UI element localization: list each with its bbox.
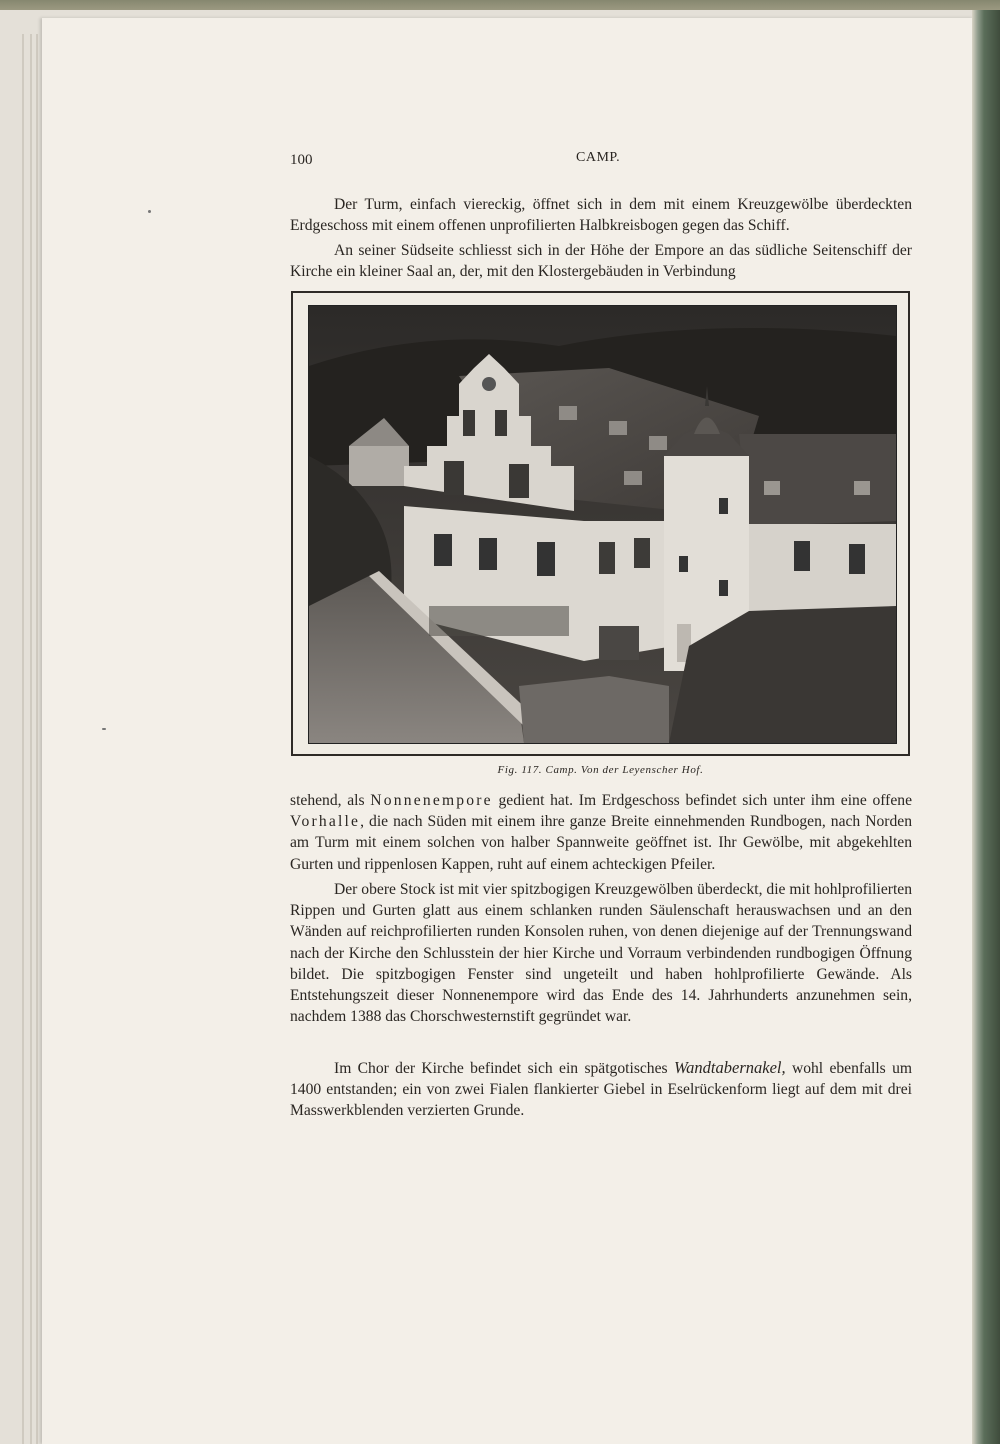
- paragraph-nonnenempore: [290, 790, 912, 875]
- spaced-term-vorhalle: Vorhalle: [290, 813, 361, 831]
- paragraph-text: gedient hat. Im Erdgeschoss befindet sich unter ihm eine offene: [492, 792, 912, 809]
- paragraph-chor: [290, 1057, 912, 1122]
- paragraph-text: , die nach Süden mit einem ihre ganze Breite einnehmenden Rundbogen, nach Norden am Turm mit einem solchen von halber Spannweite geöffnet ist. Ihr Gewölbe, mit abgekehlten Gurten und rippenlosen Kappen, ruht auf einem achteckigen Pfeiler.: [290, 813, 912, 873]
- page-number: 100: [290, 152, 313, 168]
- figure-frame: [291, 291, 910, 756]
- paragraph-suedseite: An seiner Südseite schliesst sich in der Höhe der Empore an das südliche Seitenschiff der Kirche ein kleiner Saal an, der, mit den Klostergebäuden in Verbindung: [290, 242, 912, 281]
- italic-term-wandtabernakel: Wandtabernakel,: [673, 1058, 786, 1077]
- page-edge-line: [36, 34, 38, 1444]
- book-spine-edge: [972, 10, 1000, 1444]
- paragraph-text: stehend, als: [290, 792, 371, 809]
- paragraph-turm: Der Turm, einfach viereckig, öffnet sich in dem mit einem Kreuzgewölbe überdeckten Erdgeschoss mit einem offenen unprofilierten Halbkreisbogen gegen das Schiff.: [290, 196, 912, 235]
- paragraph-text: wohl ebenfalls um 1400 entstanden; ein von zwei Fialen flankierter Giebel in Eselrückenform liegt auf dem mit drei Masswerkblenden verzierten Grunde.: [290, 1060, 913, 1120]
- page-edge-line: [30, 34, 32, 1444]
- paper-speck: [148, 210, 151, 213]
- paragraph-oberer-stock: Der obere Stock ist mit vier spitzbogigen Kreuzgewölben überdeckt, die mit hohlprofilierten Rippen und Gurten glatt aus einem schlanken runden Säulenschaft herauswachsen und an den Wänden auf reichprofilierten runden Konsolen ruhen, von denen diejenige auf der Trennungswand nach der Kirche den Schlusstein der hier Kirche und Vorraum verbindenden rundbogigen Öffnung bildet. Die spitzbogigen Fenster sind ungeteilt und haben hohlprofilierte Gewände. Als Entstehungszeit dieser Nonnenempore wird das Ende des 14. Jahrhunderts anzunehmen sein, nachdem 1388 das Chorschwesternstift gegründet war.: [290, 881, 912, 1026]
- building-photograph: [308, 305, 897, 744]
- spaced-term-nonnenempore: Nonnenempore: [370, 792, 493, 809]
- figure-caption: Fig. 117. Camp. Von der Leyenscher Hof.: [497, 764, 704, 776]
- paper-speck: [102, 728, 106, 730]
- page-edge-line: [22, 34, 24, 1444]
- running-title: CAMP.: [576, 150, 621, 165]
- paragraph-text: Im Chor der Kirche befindet sich ein spätgotisches: [334, 1060, 674, 1077]
